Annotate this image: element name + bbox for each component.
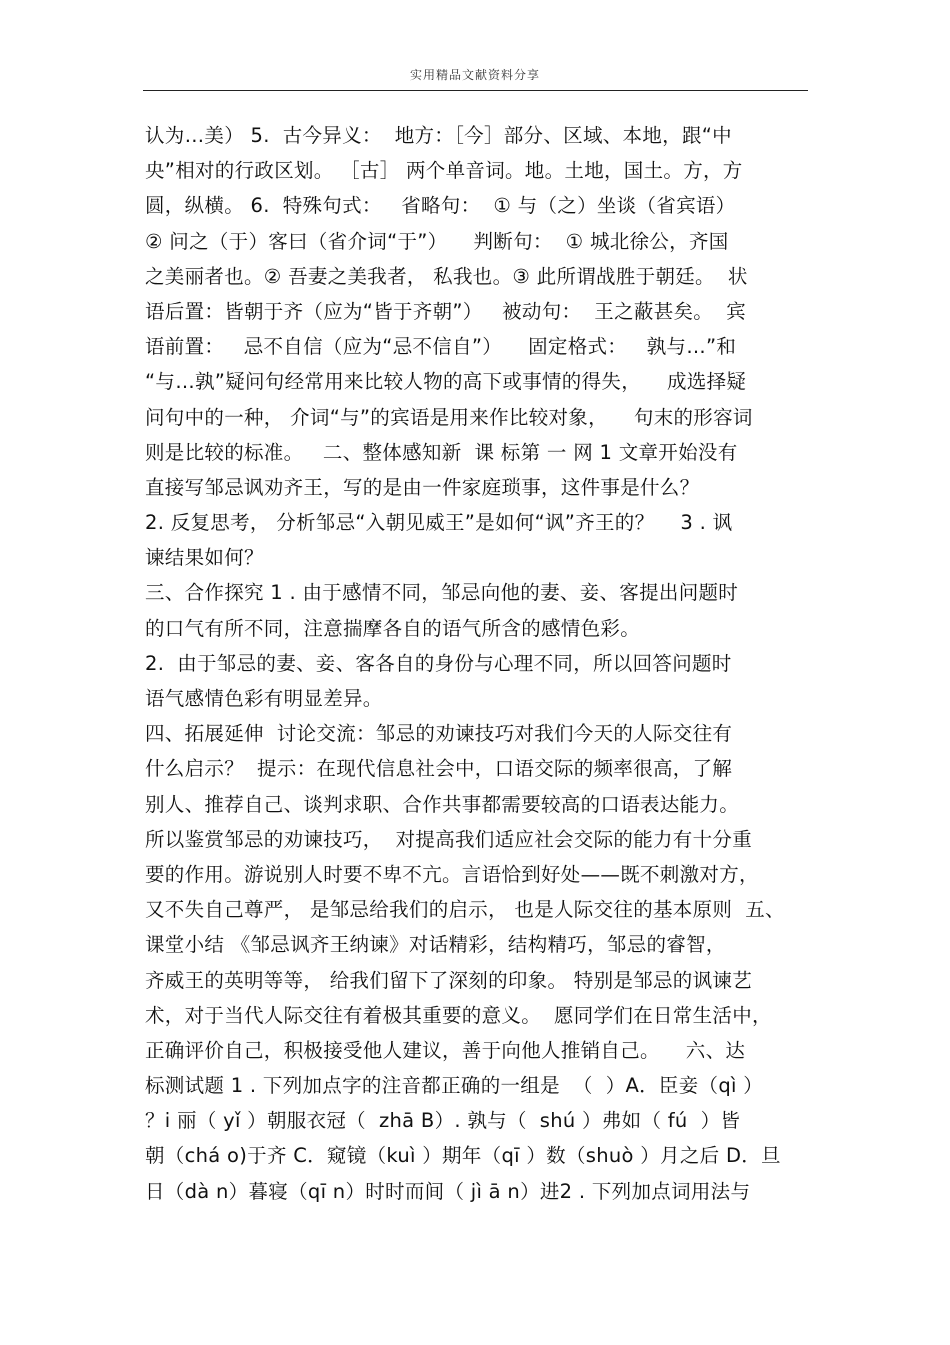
text-line: 又不失自己尊严， 是邹忌给我们的启示， 也是人际交往的基本原则 五、 — [145, 898, 785, 922]
text-line: 央”相对的行政区划。 ［古］ 两个单音词。地。土地，国土。方，方 — [145, 159, 743, 183]
text-line: 日（dà n）暮寝（qī n）时时而间（ jì ā n）进2 . 下列加点词用法与 — [145, 1179, 751, 1203]
text-line: 语后置：皆朝于齐（应为“皆于齐朝”） 被动句： 王之蔽甚矣。 宾 — [145, 299, 746, 323]
text-line: 之美丽者也。② 吾妻之美我者， 私我也。③ 此所谓战胜于朝廷。 状 — [145, 264, 748, 288]
text-line: 齐威王的英明等等， 给我们留下了深刻的印象。 特别是邹忌的讽谏艺 — [145, 968, 752, 992]
text-line: 2. 反复思考， 分析邹忌“入朝见威王”是如何“讽”齐王的？ 3 . 讽 — [145, 511, 733, 535]
text-line: 所以鉴赏邹忌的劝谏技巧， 对提高我们适应社会交际的能力有十分重 — [145, 827, 752, 851]
text-line: 课堂小结 《邹忌讽齐王纳谏》对话精彩，结构精巧，邹忌的睿智， — [145, 933, 726, 957]
text-line: 标测试题 1 . 下列加点字的注音都正确的一组是 （ ）A．臣妾（qì ） — [145, 1074, 764, 1098]
text-line: 语气感情色彩有明显差异。 — [145, 687, 383, 710]
text-line: ② 问之（于）客曰（省介词“于”） 判断句： ① 城北徐公，齐国 — [145, 229, 729, 253]
text-line: 语前置： 忌不自信（应为“忌不信自”） 固定格式： 孰与…”和 — [145, 335, 737, 359]
text-line: 什么启示？ 提示：在现代信息社会中，口语交际的频率很高，了解 — [145, 757, 733, 781]
text-line: 认为…美） 5. 古今异义： 地方：［今］部分、区域、本地，跟“中 — [145, 124, 732, 147]
text-line: “与…孰”疑问句经常用来比较人物的高下或事情的得失， 成选择疑 — [145, 370, 747, 394]
header-rule — [143, 90, 808, 91]
document-body — [145, 118, 825, 1209]
text-line: 朝（chá o)于齐 C．窥镜（kuì ）期年（qī ）数（shuò ）月之后 D．旦 — [145, 1144, 781, 1168]
text-line: 问句中的一种， 介词“与”的宾语是用来作比较对象， 句末的形容词 — [145, 405, 753, 429]
text-line: 别人、推荐自己、谈判求职、合作共事都需要较高的口语表达能力。 — [145, 792, 740, 816]
text-line: 2. 由于邹忌的妻、妾、客各自的身份与心理不同，所以回答问题时 — [145, 651, 732, 675]
text-line: 四、拓展延伸 讨论交流：邹忌的劝谏技巧对我们今天的人际交往有 — [145, 722, 733, 746]
text-line: 要的作用。游说别人时要不卑不亢。言语恰到好处——既不刺激对方， — [145, 862, 759, 886]
text-line: 正确评价自己，积极接受他人建议，善于向他人推销自己。 六、达 — [145, 1038, 746, 1062]
text-line: ？i 丽（ yǐ ）朝服衣冠（ zhā B）. 孰与（ shú ）弗如（ fú ）皆 — [145, 1109, 741, 1133]
text-line: 谏结果如何？ — [145, 546, 264, 570]
text-line: 则是比较的标准。 二、整体感知新 课 标第 一 网 1 文章开始没有 — [145, 440, 738, 464]
page-header: 实用精品文献资料分享 — [409, 68, 540, 82]
text-line: 直接写邹忌讽劝齐王，写的是由一件家庭琐事，这件事是什么？ — [145, 475, 700, 499]
text-line: 术，对于当代人际交往有着极其重要的意义。 愿同学们在日常生活中， — [145, 1003, 772, 1027]
text-line: 的口气有所不同，注意揣摩各自的语气所含的感情色彩。 — [145, 616, 641, 640]
text-line: 圆，纵横。 6. 特殊句式： 省略句： ① 与（之）坐谈（省宾语） — [145, 194, 736, 218]
text-line: 三、合作探究 1 . 由于感情不同，邹忌向他的妻、妾、客提出问题时 — [145, 581, 739, 605]
